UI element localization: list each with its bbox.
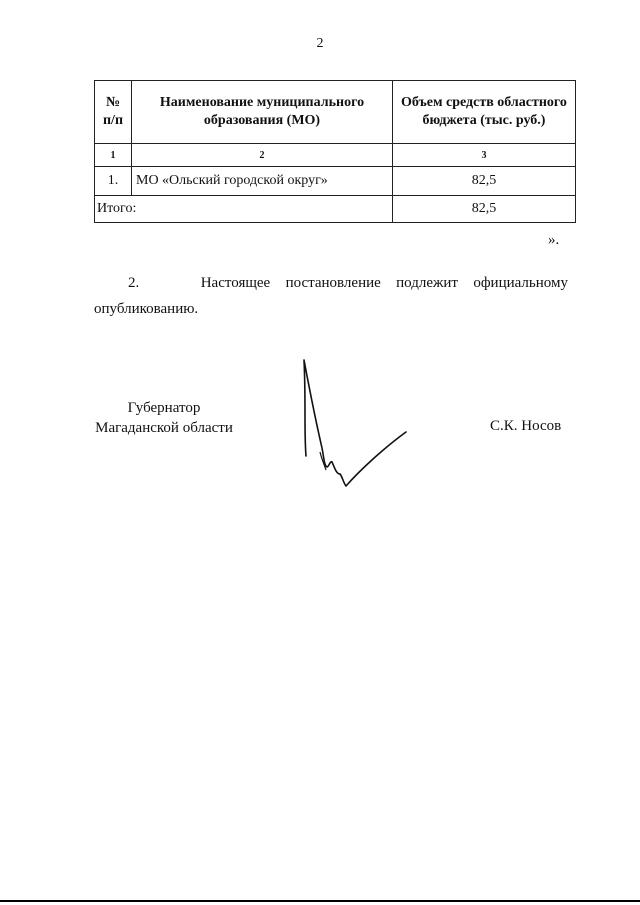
column-index-row bbox=[95, 144, 576, 167]
paragraph-line2: опубликованию. bbox=[94, 301, 199, 317]
bottom-rule bbox=[0, 900, 640, 902]
column-index: 2 bbox=[132, 144, 393, 167]
header-amount: Объем средств областного бюджета (тыс. руб.) bbox=[393, 81, 576, 144]
paragraph-2 bbox=[94, 270, 568, 296]
total-amount: 82,5 bbox=[393, 196, 576, 223]
paragraph-number: 2. bbox=[128, 275, 140, 291]
governor-name: С.К. Носов bbox=[490, 418, 562, 434]
header-name: Наименование муниципального образования (МО) bbox=[132, 81, 393, 144]
table-header-row bbox=[95, 81, 576, 144]
paragraph-line1: Настоящее постановление подлежит официальному bbox=[200, 275, 568, 291]
header-num: № п/п bbox=[95, 81, 132, 144]
page-number: 2 bbox=[316, 36, 324, 51]
governor-title bbox=[94, 398, 234, 438]
row-num: 1. bbox=[95, 167, 132, 196]
column-index: 3 bbox=[393, 144, 576, 167]
governor-title-line1: Губернатор bbox=[127, 400, 201, 416]
column-index: 1 bbox=[95, 144, 132, 167]
closing-quote: ». bbox=[548, 232, 560, 248]
row-amount: 82,5 bbox=[393, 167, 576, 196]
total-row bbox=[95, 196, 576, 223]
total-label: Итого: bbox=[95, 196, 393, 223]
table-row bbox=[95, 167, 576, 196]
governor-title-line2: Магаданской области bbox=[95, 420, 233, 436]
row-name: МО «Ольский городской округ» bbox=[132, 167, 393, 196]
budget-table bbox=[94, 80, 576, 223]
handwritten-signature bbox=[290, 352, 410, 492]
